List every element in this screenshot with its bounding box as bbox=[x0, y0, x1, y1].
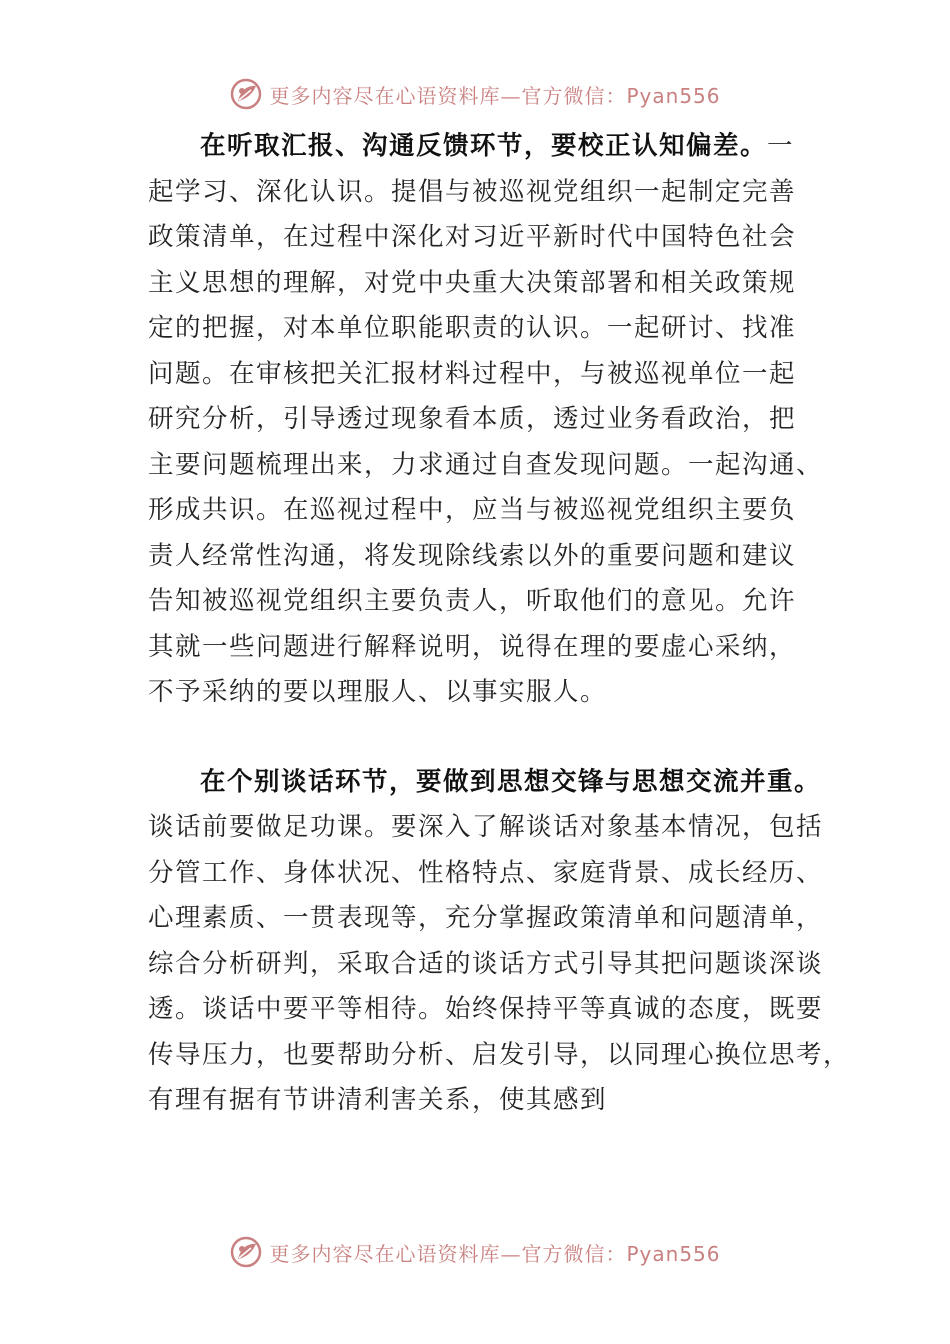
paragraph-2-heading: 在个别谈话环节，要做到思想交锋与思想交流并重。 bbox=[200, 766, 822, 797]
footer-wechat-id: Pyan556 bbox=[626, 1241, 721, 1266]
leaf-logo-icon bbox=[229, 1235, 263, 1269]
footer-banner bbox=[0, 1232, 950, 1272]
paragraph-2-first-line bbox=[148, 760, 848, 806]
text-line: 政策清单，在过程中深化对习近平新时代中国特色社会 bbox=[148, 222, 797, 252]
text-line: 定的把握，对本单位职能职责的认识。一起研讨、找准 bbox=[148, 313, 797, 343]
text-line: 起学习、深化认识。提倡与被巡视党组织一起制定完善 bbox=[148, 176, 797, 207]
text-line: 分管工作、身体状况、性格特点、家庭背景、成长经历、 bbox=[148, 857, 824, 888]
text-line: 不予采纳的要以理服人、以事实服人。 bbox=[148, 677, 608, 707]
text-line: 形成共识。在巡视过程中，应当与被巡视党组织主要负 bbox=[148, 495, 797, 525]
text-line: 有理有据有节讲清利害关系，使其感到 bbox=[148, 1085, 608, 1115]
text-line: 问题。在审核把关汇报材料过程中，与被巡视单位一起 bbox=[148, 358, 797, 389]
text-line: 责人经常性沟通，将发现除线索以外的重要问题和建议 bbox=[148, 540, 797, 571]
footer-banner-text: 更多内容尽在心语资料库—官方微信：Pyan556 bbox=[269, 1241, 721, 1266]
document-body bbox=[148, 124, 851, 1124]
text-line: 透。谈话中要平等相待。始终保持平等真诚的态度，既要 bbox=[148, 994, 824, 1024]
header-banner bbox=[0, 74, 950, 114]
text-line: 告知被巡视党组织主要负责人，听取他们的意见。允许 bbox=[148, 586, 797, 616]
header-wechat-id: Pyan556 bbox=[626, 83, 721, 108]
paragraph-2 bbox=[148, 760, 851, 1124]
paragraph-1 bbox=[148, 124, 848, 716]
text-line: 谈话前要做足功课。要深入了解谈话对象基本情况，包括 bbox=[148, 812, 824, 842]
text-line: 心理素质、一贯表现等，充分掌握政策清单和问题清单， bbox=[148, 903, 824, 933]
header-banner-text: 更多内容尽在心语资料库—官方微信：Pyan556 bbox=[269, 83, 721, 108]
text-line: 传导压力，也要帮助分析、启发引导，以同理心换位思考， bbox=[148, 1039, 851, 1070]
paragraph-1-first-line: 在听取汇报、沟通反馈环节，要校正认知偏差。一 bbox=[200, 131, 795, 161]
text-line: 主义思想的理解，对党中央重大决策部署和相关政策规 bbox=[148, 267, 797, 298]
text-line: 主要问题梳理出来，力求通过自查发现问题。一起沟通、 bbox=[148, 449, 824, 480]
text-line: 综合分析研判，采取合适的谈话方式引导其把问题谈深谈 bbox=[148, 948, 824, 979]
text-line: 其就一些问题进行解释说明，说得在理的要虚心采纳， bbox=[148, 631, 797, 662]
text-line: 研究分析，引导透过现象看本质，透过业务看政治，把 bbox=[148, 404, 797, 434]
paragraph-1-heading: 在听取汇报、沟通反馈环节，要校正认知偏差。 bbox=[200, 131, 768, 161]
leaf-logo-icon bbox=[229, 77, 263, 111]
